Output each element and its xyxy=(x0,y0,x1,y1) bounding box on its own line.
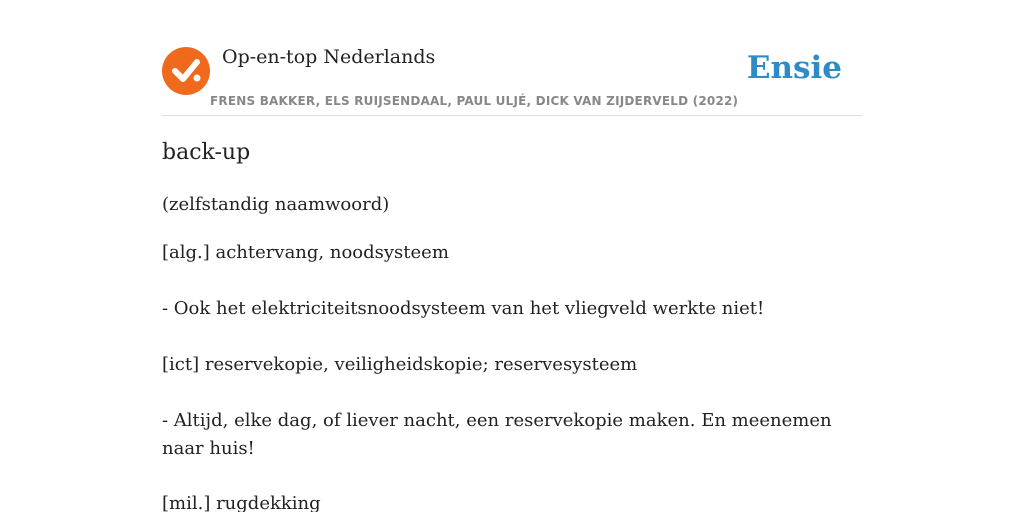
headword: back-up xyxy=(162,140,251,165)
definition-line: [mil.] rugdekking xyxy=(162,493,321,512)
definition-line: [alg.] achtervang, noodsysteem xyxy=(162,242,449,263)
definition-line: [ict] reservekopie, veiligheidskopie; reservesysteem xyxy=(162,354,638,375)
part-of-speech: (zelfstandig naamwoord) xyxy=(162,194,390,215)
book-title[interactable]: Op-en-top Nederlands xyxy=(222,46,436,68)
brand-logo[interactable]: Ensie xyxy=(746,50,842,86)
example-line: - Altijd, elke dag, of liever nacht, een reservekopie maken. En meenemen naar huis! xyxy=(162,410,832,459)
checkmark-icon[interactable] xyxy=(162,47,210,95)
example-line: - Ook het elektriciteitsnoodsysteem van het vliegveld werkte niet! xyxy=(162,298,765,319)
authors: FRENS BAKKER, ELS RUIJSENDAAL, PAUL ULJÉ, DICK VAN ZIJDERVELD (2022) xyxy=(210,94,739,108)
header xyxy=(162,0,862,116)
